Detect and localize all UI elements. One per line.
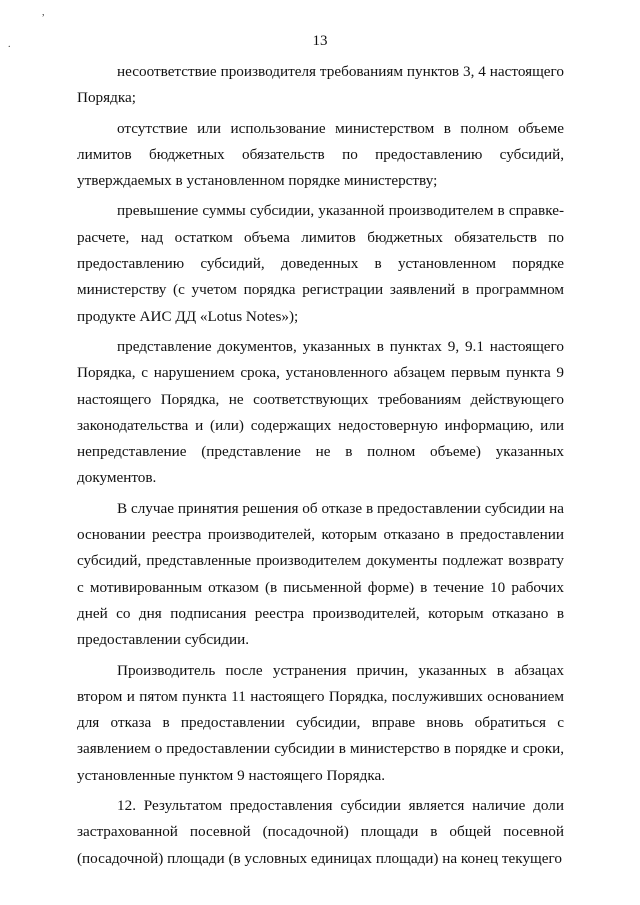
paragraph: несоответствие производителя требованиям пунктов 3, 4 настоящего Порядка; xyxy=(77,63,564,107)
paragraph: Производитель после устранения причин, указанных в абзацах втором и пятом пункта 11 настоящего Порядка, послуживших основанием для отказа в предоставлении субсидии, вправе вновь обратиться с заявлением о предоставлении субсидии в министерство в порядке и сроки, установленные пунктом 9 настоящего Порядка. xyxy=(77,661,564,784)
scan-mark: . xyxy=(8,39,11,50)
paragraph: 12. Результатом предоставления субсидии является наличие доли застрахованной посевной (посадочной) площади в общей посевной (посадочной) площади (в условных единицах площади) на конец текущего xyxy=(77,797,564,867)
scan-mark: , xyxy=(42,7,45,18)
paragraph: превышение суммы субсидии, указанной производителем в справке-расчете, над остатком объема лимитов бюджетных обязательств по предоставлению субсидий, доведенных в установленном порядке министерству (с учетом порядка регистрации заявлений в программном продукте АИС ДД «Lotus Notes»); xyxy=(77,202,564,325)
paragraph: представление документов, указанных в пунктах 9, 9.1 настоящего Порядка, с нарушением срока, установленного абзацем первым пункта 9 настоящего Порядка, не соответствующих требованиям действующего законодательства и (или) содержащих недостоверную информацию, или непредставление (представление не в полном объеме) указанных документов. xyxy=(77,337,564,487)
paragraph: В случае принятия решения об отказе в предоставлении субсидии на основании реестра производителей, которым отказано в предоставлении субсидий, представленные производителем документы подлежат возврату с мотивированным отказом (в письменной форме) в течение 10 рабочих дней со дня подписания реестра производителей, которым отказано в предоставлении субсидии. xyxy=(77,499,564,649)
document-body xyxy=(77,59,564,872)
page-number: 13 xyxy=(312,33,328,49)
paragraph: отсутствие или использование министерством в полном объеме лимитов бюджетных обязательств по предоставлению субсидий, утверждаемых в установленном порядке министерству; xyxy=(77,119,564,190)
